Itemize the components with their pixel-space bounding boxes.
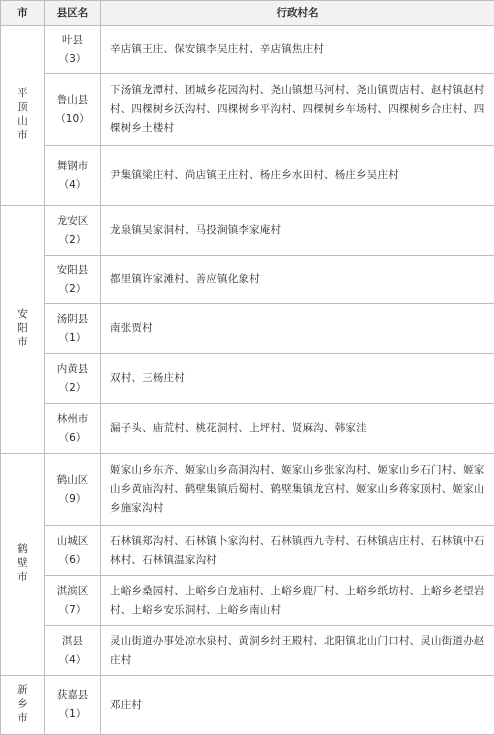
city-cell bbox=[1, 454, 45, 676]
table-row bbox=[1, 354, 494, 404]
villages-cell: 石林镇郑沟村、石林镇卜家沟村、石林镇西九寺村、石林镇店庄村、石林镇中石林村、石林镇温家沟村 bbox=[101, 526, 494, 576]
village-count: （4） bbox=[47, 176, 98, 195]
county-name: 淇县 bbox=[47, 632, 98, 651]
table-row bbox=[1, 676, 494, 735]
table-row bbox=[1, 454, 494, 526]
village-count: （4） bbox=[47, 651, 98, 670]
table-row bbox=[1, 404, 494, 454]
county-name: 鲁山县 bbox=[47, 91, 98, 110]
village-count: （1） bbox=[47, 705, 98, 724]
header-city: 市 bbox=[1, 1, 45, 26]
villages-cell: 南张贾村 bbox=[101, 304, 494, 354]
county-name: 林州市 bbox=[47, 410, 98, 429]
villages-cell: 下汤镇龙潭村、团城乡花园沟村、尧山镇想马河村、尧山镇贾店村、赵村镇赵村村、四棵树乡沃沟村、四棵树乡平沟村、四棵树乡车场村、四棵树乡合庄村、四棵树乡土楼村 bbox=[101, 74, 494, 146]
county-name: 汤阴县 bbox=[47, 310, 98, 329]
county-name: 淇滨区 bbox=[47, 582, 98, 601]
county-cell bbox=[45, 404, 101, 454]
villages-cell: 都里镇许家滩村、善应镇化象村 bbox=[101, 256, 494, 304]
villages-cell: 姬家山乡东齐、姬家山乡高洞沟村、姬家山乡张家沟村、姬家山乡石门村、姬家山乡黄庙沟村、鹤壁集镇后蜀村、鹤壁集镇龙宫村、姬家山乡蒋家顶村、姬家山乡施家沟村 bbox=[101, 454, 494, 526]
county-cell bbox=[45, 74, 101, 146]
village-count: （1） bbox=[47, 329, 98, 348]
villages-cell: 上峪乡桑园村、上峪乡白龙庙村、上峪乡鹿厂村、上峪乡纸坊村、上峪乡老望岩村、上峪乡安乐洞村、上峪乡南山村 bbox=[101, 576, 494, 626]
county-name: 获嘉县 bbox=[47, 686, 98, 705]
table-row bbox=[1, 256, 494, 304]
village-count: （2） bbox=[47, 231, 98, 250]
table-row bbox=[1, 146, 494, 206]
county-cell bbox=[45, 146, 101, 206]
header-row bbox=[1, 1, 494, 26]
county-cell bbox=[45, 206, 101, 256]
header-villages: 行政村名 bbox=[101, 1, 494, 26]
city-name: 安阳市 bbox=[17, 307, 29, 349]
city-name: 新乡市 bbox=[17, 683, 29, 725]
village-count: （2） bbox=[47, 379, 98, 398]
county-cell bbox=[45, 454, 101, 526]
villages-cell: 尹集镇梁庄村、尚店镇王庄村、杨庄乡水田村、杨庄乡吴庄村 bbox=[101, 146, 494, 206]
county-name: 山城区 bbox=[47, 532, 98, 551]
village-count: （2） bbox=[47, 280, 98, 299]
county-cell bbox=[45, 676, 101, 735]
city-name: 鹤壁市 bbox=[17, 542, 29, 584]
villages-cell: 龙泉镇吴家洞村、马投涧镇李家庵村 bbox=[101, 206, 494, 256]
village-count: （10） bbox=[47, 110, 98, 129]
county-cell bbox=[45, 354, 101, 404]
county-name: 鹤山区 bbox=[47, 471, 98, 490]
city-cell bbox=[1, 26, 45, 206]
village-count: （6） bbox=[47, 551, 98, 570]
county-name: 舞钢市 bbox=[47, 157, 98, 176]
city-cell bbox=[1, 206, 45, 454]
villages-cell: 双村、三杨庄村 bbox=[101, 354, 494, 404]
county-cell bbox=[45, 576, 101, 626]
table-row bbox=[1, 626, 494, 676]
county-cell bbox=[45, 26, 101, 74]
villages-cell: 邓庄村 bbox=[101, 676, 494, 735]
table-row bbox=[1, 206, 494, 256]
table-row bbox=[1, 26, 494, 74]
table-row bbox=[1, 304, 494, 354]
village-count: （3） bbox=[47, 50, 98, 69]
villages-cell: 辛店镇王庄、保安镇李吴庄村、辛店镇焦庄村 bbox=[101, 26, 494, 74]
villages-cell: 灵山街道办事处凉水泉村、黄洞乡纣王殿村、北阳镇北山门口村、灵山街道办赵庄村 bbox=[101, 626, 494, 676]
city-cell bbox=[1, 676, 45, 735]
header-county: 县区名 bbox=[45, 1, 101, 26]
county-name: 内黄县 bbox=[47, 360, 98, 379]
county-cell bbox=[45, 304, 101, 354]
villages-cell: 漏子头、庙荒村、桃花洞村、上坪村、贤麻沟、韩家洼 bbox=[101, 404, 494, 454]
county-name: 叶县 bbox=[47, 31, 98, 50]
county-cell bbox=[45, 526, 101, 576]
village-count: （7） bbox=[47, 601, 98, 620]
county-name: 龙安区 bbox=[47, 212, 98, 231]
county-cell bbox=[45, 256, 101, 304]
table-row bbox=[1, 576, 494, 626]
city-name: 平顶山市 bbox=[17, 86, 29, 142]
county-name: 安阳县 bbox=[47, 261, 98, 280]
county-cell bbox=[45, 626, 101, 676]
table-row bbox=[1, 526, 494, 576]
village-count: （6） bbox=[47, 429, 98, 448]
table-row bbox=[1, 74, 494, 146]
village-count: （9） bbox=[47, 490, 98, 509]
